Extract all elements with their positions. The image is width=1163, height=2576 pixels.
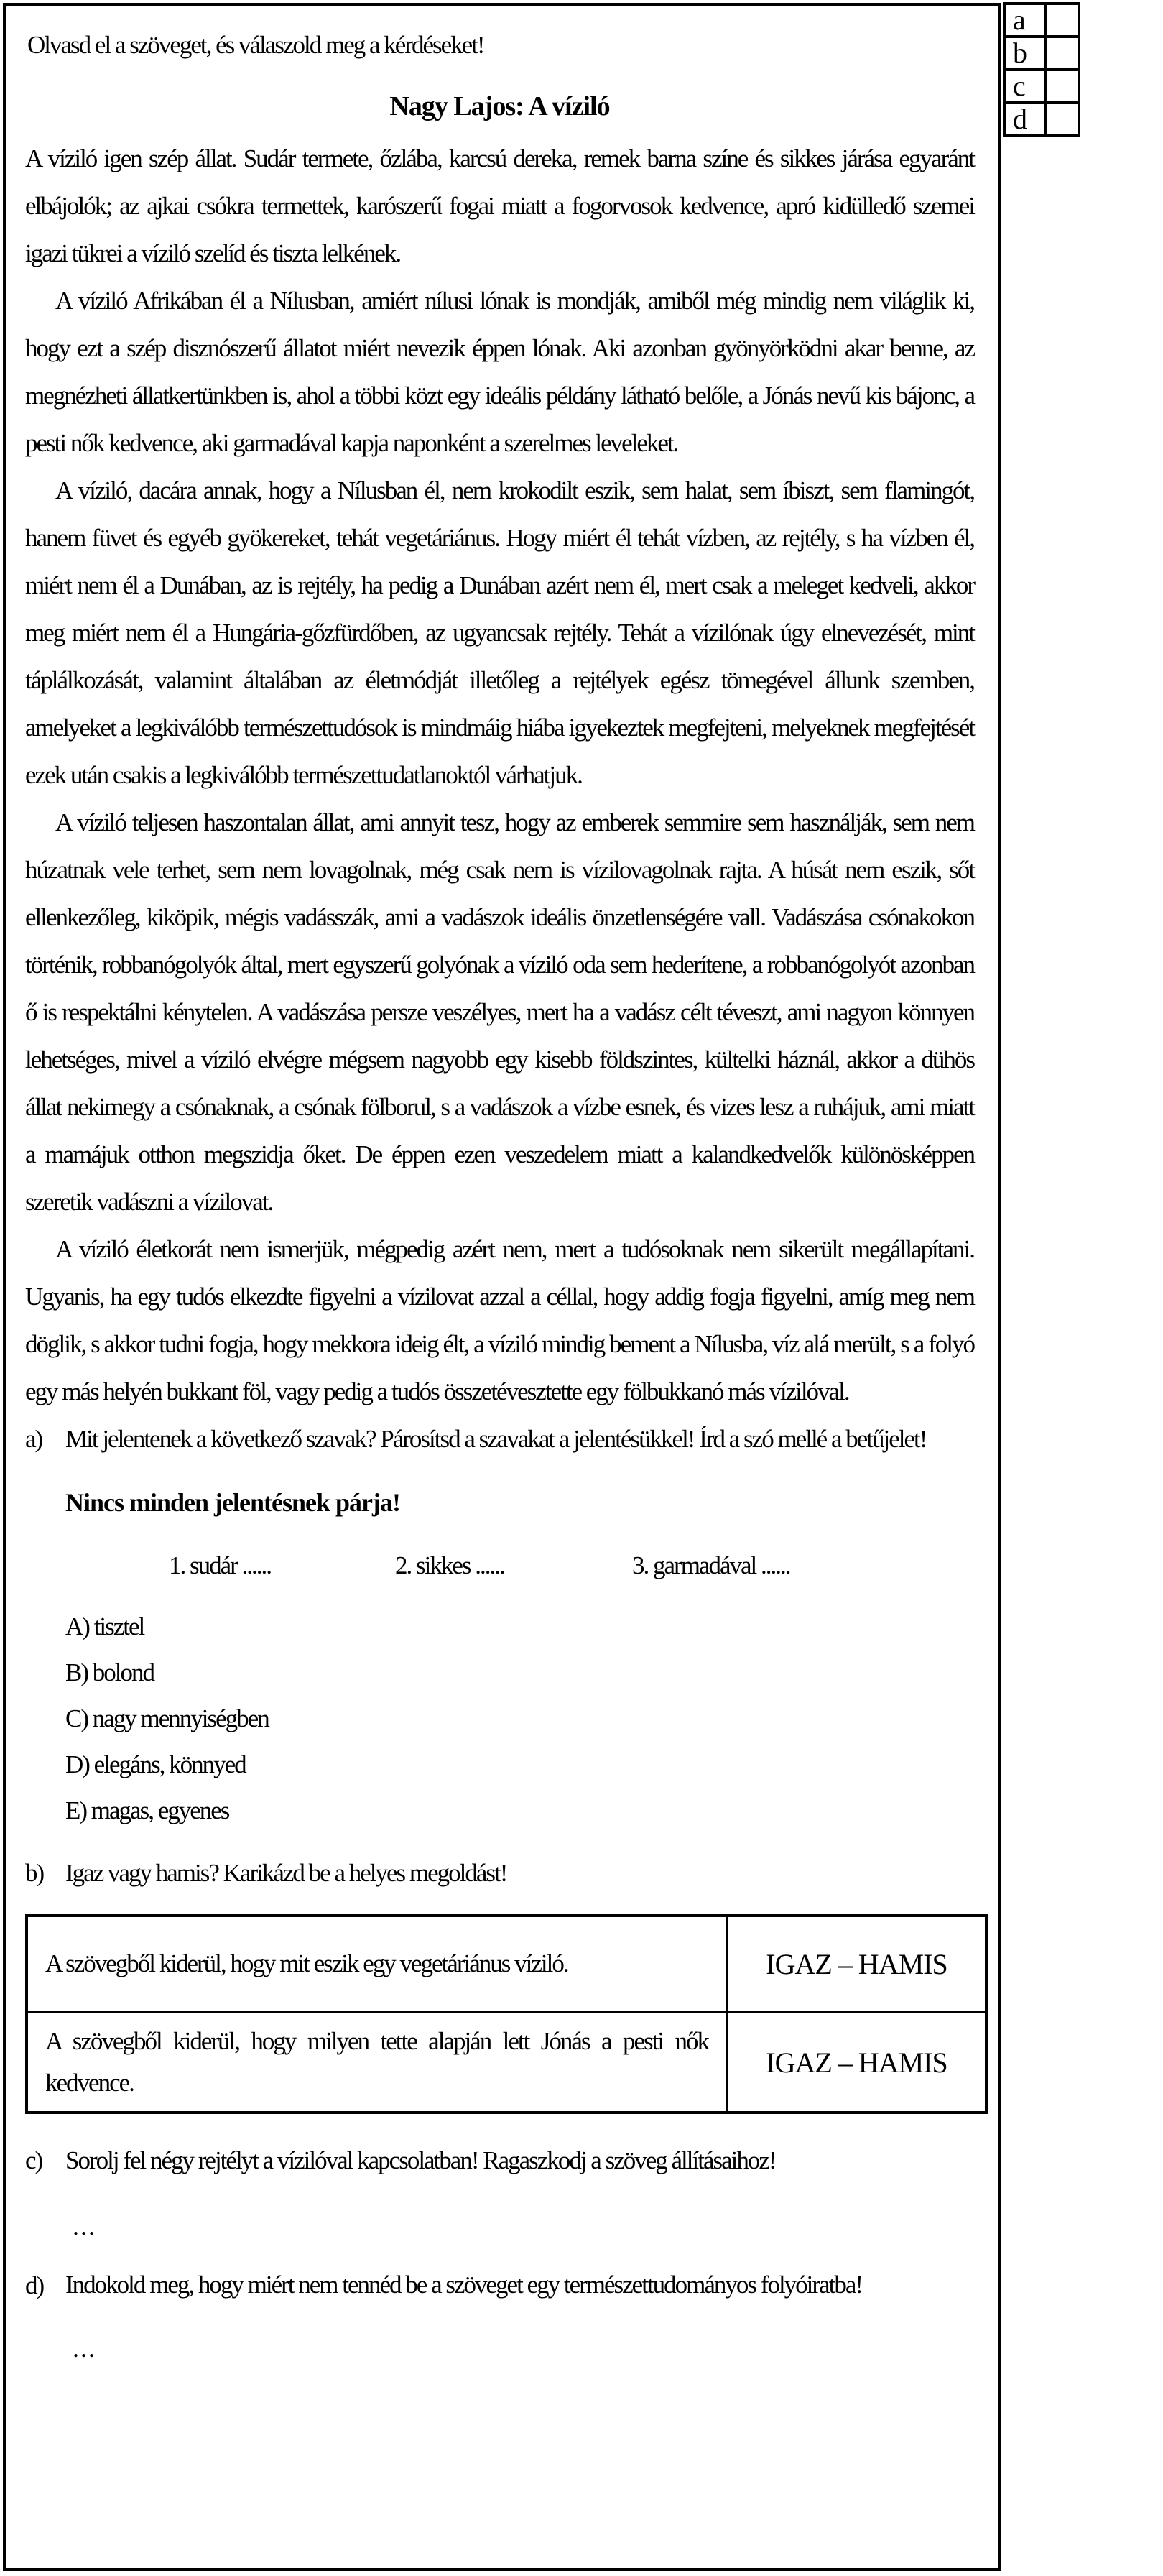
question-a-options [65,1604,974,1834]
question-a-label: a) [25,1425,42,1453]
score-cell-b [1046,37,1079,70]
reading-text [25,135,974,1416]
score-label-a: a [1004,4,1046,37]
score-label-b: b [1004,37,1046,70]
document-title: Nagy Lajos: A víziló [389,91,610,121]
question-c-text: Sorolj fel négy rejtélyt a vízilóval kapcsolatban! Ragaszkodj a szöveg állításaihoz! [65,2146,776,2174]
question-c-answer-line: ... [73,2212,96,2240]
word-item-2: 2. sikkes ...... [395,1551,504,1579]
table-row [27,2012,986,2113]
question-d-text: Indokold meg, hogy miért nem tennéd be a szöveget egy természettudományos folyóiratba! [65,2271,863,2299]
instruction-text: Olvasd el a szöveget, és válaszold meg a kérdéseket! [27,31,484,59]
question-b [25,1850,974,1897]
question-d [25,2262,974,2309]
question-c [25,2137,974,2184]
word-item-3: 3. garmadával ...... [632,1551,790,1579]
worksheet-frame [3,3,1001,2571]
question-d-label: d) [25,2271,44,2299]
question-a-word-list [169,1542,974,1589]
question-a-text: Mit jelentenek a következő szavak? Párosítsd a szavakat a jelentésükkel! Írd a szó mellé a betűjelet! [65,1425,927,1453]
word-item-1: 1. sudár ...... [169,1551,272,1579]
score-cell-a [1046,4,1079,37]
answer-choice-2: IGAZ – HAMIS [727,2012,986,2113]
option-b: B) bolond [65,1658,154,1686]
option-c: C) nagy mennyiségben [65,1704,269,1732]
paragraph-3: A víziló, dacára annak, hogy a Nílusban él, nem krokodilt eszik, sem halat, sem íbiszt, sem flamingót, hanem füvet és egyéb gyökereket, tehát vegetáriánus. Hogy miért él tehát vízben, az rejtély, s ha vízben él, miért nem él a Dunában, az is rejtély, ha pedig a Dunában azért nem él, mert csak a meleget kedveli, akkor meg miért nem él a Hungária-gőzfürdőben, az ugyancsak rejtély. Tehát a vízilónak úgy elnevezését, mint táplálkozását, valamint általában az életmódját illetőleg a rejtélyek egész tömegével állunk szemben, amelyeket a legkiválóbb természettudósok is mindmáig hiába igyekeztek megfejteni, melyeknek megfejtését ezek után csakis a legkiválóbb természettudatlanoktól várhatjuk. [25,476,974,789]
score-row-d [1004,103,1079,136]
question-b-label: b) [25,1859,44,1887]
paragraph-5: A víziló életkorát nem ismerjük, mégpedig azért nem, mert a tudósoknak nem sikerült megállapítani. Ugyanis, ha egy tudós elkezdte figyelni a vízilovat azzal a céllal, hogy addig fogja figyelni, amíg meg nem döglik, s akkor tudni fogja, hogy mekkora ideig élt, a víziló mindig bement a Nílusba, víz alá merült, s a folyó egy más helyén bukkant föl, vagy pedig a tudós összetévesztette egy fölbukkanó más vízilóval. [25,1235,974,1405]
table-row [27,1916,986,2012]
question-d-answer-line: ... [73,2334,96,2363]
score-label-c: c [1004,70,1046,103]
score-cell-d [1046,103,1079,136]
score-row-c [1004,70,1079,103]
statement-2: A szövegből kiderül, hogy milyen tette alapján lett Jónás a pesti nők kedvence. [27,2012,727,2113]
paragraph-2: A víziló Afrikában él a Nílusban, amiért nílusi lónak is mondják, amiből még mindig nem világlik ki, hogy ezt a szép disznószerű állatot miért nevezik éppen lónak. Aki azonban gyönyörködni akar benne, az megnézheti állatkertünkben is, ahol a többi közt egy ideális példány látható belőle, a Jónás nevű kis bájonc, a pesti nők kedvence, aki garmadával kapja naponként a szerelmes leveleket. [25,287,974,457]
score-cell-c [1046,70,1079,103]
score-row-a [1004,4,1079,37]
question-b-text: Igaz vagy hamis? Karikázd be a helyes megoldást! [65,1859,507,1887]
paragraph-4: A víziló teljesen haszontalan állat, ami annyit tesz, hogy az emberek semmire sem használják, sem nem húzatnak vele terhet, sem nem lovagolnak, még csak nem is vízilovagolnak rajta. A húsát nem eszik, sőt ellenkezőleg, kiköpik, mégis vadásszák, ami a vadászok ideális önzetlenségére vall. Vadászása csónakokon történik, robbanógolyók által, mert egyszerű golyónak a víziló oda sem hederítene, a robbanógolyót azonban ő is respektálni kénytelen. A vadászása persze veszélyes, mert ha a vadász célt téveszt, ami nagyon könnyen lehetséges, mivel a víziló elvégre mégsem nagyobb egy kisebb földszintes, kültelki háznál, akkor a dühös állat nekimegy a csónaknak, a csónak fölborul, s a vadászok a vízbe esnek, és vizes lesz a ruhájuk, ami miatt a mamájuk otthon megszidja őket. De éppen ezen veszedelem miatt a kalandkedvelők különösképpen szeretik vadászni a vízilovat. [25,808,974,1216]
answer-choice-1: IGAZ – HAMIS [727,1916,986,2012]
statement-1: A szövegből kiderül, hogy mit eszik egy vegetáriánus víziló. [27,1916,727,2012]
option-d: D) elegáns, könnyed [65,1750,246,1778]
true-false-table [25,1914,988,2114]
option-a: A) tisztel [65,1612,144,1640]
score-row-b [1004,37,1079,70]
option-e: E) magas, egyenes [65,1796,229,1824]
question-a-note: Nincs minden jelentésnek párja! [65,1488,400,1517]
question-c-label: c) [25,2146,42,2174]
paragraph-1: A víziló igen szép állat. Sudár termete, őzlába, karcsú dereka, remek barna színe és sikkes járása egyaránt elbájolók; az ajkai csókra termettek, karószerű fogai miatt a fogorvosok kedvence, apró kidülledő szemei igazi tükrei a víziló szelíd és tiszta lelkének. [25,144,974,267]
question-a [25,1416,974,1463]
score-table [1003,2,1080,137]
score-label-d: d [1004,103,1046,136]
